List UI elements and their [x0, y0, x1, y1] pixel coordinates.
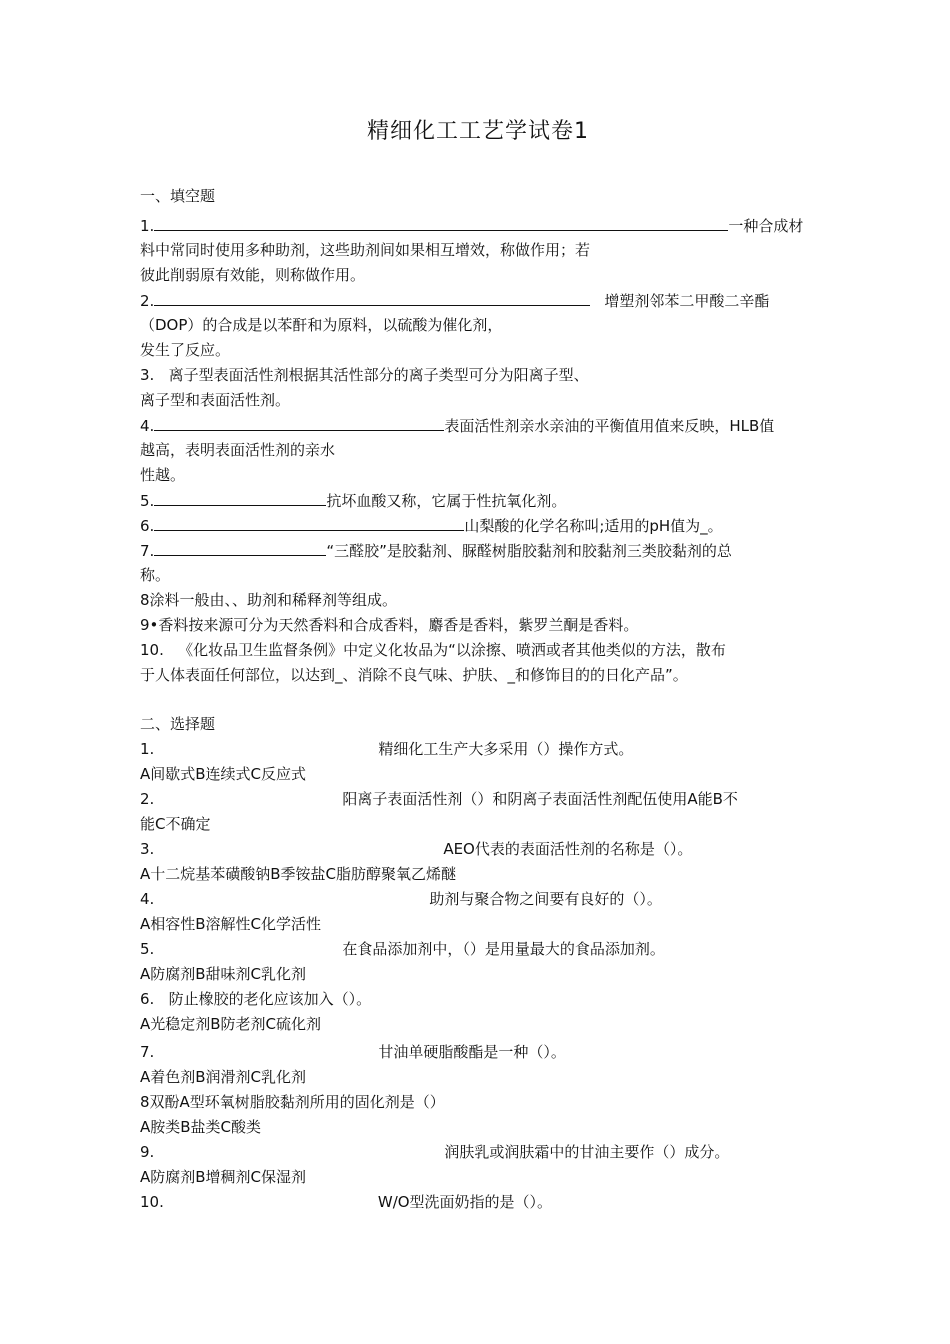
question-text: AEO代表的表面活性剂的名称是（）。 [443, 840, 693, 858]
question-text: 增塑剂邻苯二甲酸二辛酯 [604, 292, 770, 310]
mc-options-9: A防腐剂B增稠剂C保湿剂 [140, 1168, 307, 1186]
question-number: 6. [140, 517, 155, 535]
question-number: 4. [140, 890, 155, 908]
mc-question-4 [140, 887, 816, 912]
question-number: 10. [140, 1193, 164, 1211]
mc-question-5 [140, 937, 816, 962]
mc-options-3: A十二烷基苯磺酸钠B季铵盐C脂肪醇聚氧乙烯醚 [140, 865, 457, 883]
question-6 [140, 513, 816, 539]
question-text: 山梨酸的化学名称叫;适用的pH值为_。 [464, 517, 723, 535]
mc-question-2 [140, 787, 816, 812]
mc-question-6: 6. 防止橡胶的老化应该加入（）。 [140, 990, 372, 1008]
question-text: “三醛胶”是胶黏剂、脲醛树脂胶黏剂和胶黏剂三类胶黏剂的总 [326, 542, 732, 560]
question-text: 阳离子表面活性剂（）和阴离子表面活性剂配伍使用A能B不 [342, 790, 738, 808]
question-5 [140, 488, 816, 514]
question-4-line-2: 越高，表明表面活性剂的亲水 [140, 441, 336, 459]
question-text: 表面活性剂亲水亲油的平衡值用值来反映，HLB值 [444, 417, 775, 435]
question-3-line-1: 3. 离子型表面活性剂根据其活性部分的离子类型可分为阳离子型、 [140, 366, 589, 384]
question-number: 2. [140, 790, 155, 808]
question-3-line-2: 离子型和表面活性剂。 [140, 391, 291, 409]
mc-question-10 [140, 1190, 816, 1215]
mc-question-9 [140, 1140, 816, 1165]
question-text: 精细化工生产大多采用（）操作方式。 [378, 740, 634, 758]
question-text: 润肤乳或润肤霜中的甘油主要作（）成分。 [444, 1143, 730, 1161]
question-text: W/O型洗面奶指的是（）。 [377, 1193, 553, 1211]
question-2-line-3: 发生了反应。 [140, 341, 231, 359]
answer-blank[interactable] [154, 413, 444, 431]
mc-question-3 [140, 837, 816, 862]
question-number: 7. [140, 542, 155, 560]
question-number: 5. [140, 492, 155, 510]
question-number: 1. [140, 740, 155, 758]
mc-options-1: A间歇式B连续式C反应式 [140, 765, 307, 783]
question-number: 3. [140, 840, 155, 858]
mc-options-2: 能C不确定 [140, 815, 211, 833]
question-number: 2. [140, 292, 155, 310]
mc-options-7: A着色剂B润滑剂C乳化剂 [140, 1068, 307, 1086]
question-number: 7. [140, 1043, 155, 1061]
answer-blank[interactable] [154, 288, 590, 306]
question-number: 1. [140, 217, 155, 235]
mc-question-7 [140, 1040, 816, 1065]
question-text: 在食品添加剂中，（）是用量最大的食品添加剂。 [342, 940, 665, 958]
question-text: 甘油单硬脂酸酯是一种（）。 [378, 1043, 566, 1061]
question-number: 5. [140, 940, 155, 958]
question-10-line-2: 于人体表面任何部位，以达到_、消除不良气味、护肤、_和修饰目的的日化产品”。 [140, 666, 688, 684]
question-4-line-3: 性越。 [140, 466, 186, 484]
answer-blank[interactable] [154, 488, 326, 506]
question-7-line-2: 称。 [140, 566, 171, 584]
section-heading-multiple-choice: 二、选择题 [140, 715, 216, 733]
mc-options-4: A相容性B溶解性C化学活性 [140, 915, 322, 933]
question-number: 9. [140, 1143, 155, 1161]
section-heading-fill-blank: 一、填空题 [140, 187, 216, 205]
answer-blank[interactable] [154, 213, 728, 231]
question-4-line-1 [140, 413, 816, 439]
question-8: 8涂料一般由、、助剂和稀释剂等组成。 [140, 591, 398, 609]
question-10-line-1: 10. 《化妆品卫生监督条例》中定义化妆品为“以涂擦、喷洒或者其他类似的方法，散布 [140, 641, 726, 659]
mc-options-8: A胺类B盐类C酸类 [140, 1118, 262, 1136]
question-text: 抗坏血酸又称，它属于性抗氧化剂。 [326, 492, 567, 510]
page-title: 精细化工工艺学试卷1 [367, 119, 589, 144]
question-1-line-2: 料中常同时使用多种助剂，这些助剂间如果相互增效，称做作用；若 [140, 241, 591, 259]
mc-question-1 [140, 737, 816, 762]
question-9: 9•香料按来源可分为天然香料和合成香料，麝香是香料，紫罗兰酮是香料。 [140, 616, 639, 634]
question-text: 一种合成材 [728, 217, 804, 235]
question-1-line-3: 彼此削弱原有效能，则称做作用。 [140, 266, 366, 284]
question-number: 4. [140, 417, 155, 435]
question-text: 助剂与聚合物之间要有良好的（）。 [429, 890, 662, 908]
question-2-line-2: （DOP）的合成是以苯酐和为原料，以硫酸为催化剂， [140, 316, 503, 334]
question-1-line-1 [140, 213, 816, 239]
question-2-line-1 [140, 288, 816, 314]
mc-options-5: A防腐剂B甜味剂C乳化剂 [140, 965, 307, 983]
answer-blank[interactable] [154, 513, 464, 531]
mc-options-6: A光稳定剂B防老剂C硫化剂 [140, 1015, 322, 1033]
answer-blank[interactable] [154, 538, 326, 556]
question-7-line-1 [140, 538, 816, 564]
mc-question-8: 8双酚A型环氧树脂胶黏剂所用的固化剂是（） [140, 1093, 445, 1111]
